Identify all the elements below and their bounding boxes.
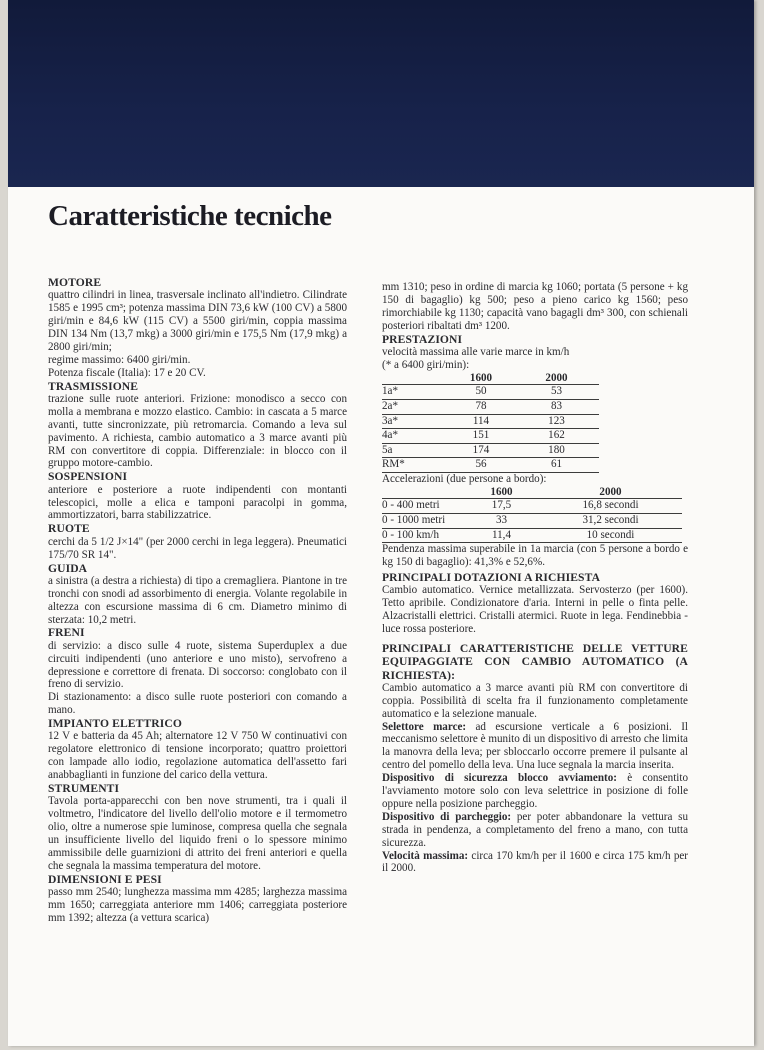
section-heading-motore: MOTORE — [48, 276, 102, 289]
accel-table-header-2000: 2000 — [599, 485, 622, 498]
accel-1600: 17,5 — [464, 499, 539, 514]
section-text-ruote: cerchi da 5 1/2 J×14" (per 2000 cerchi in lega leggera). Pneumatici 175/70 SR 14". — [48, 535, 347, 561]
right-column — [382, 281, 688, 875]
section-text-dimensioni: passo mm 2540; lunghezza massima mm 4285; larghezza massima mm 1650; carreggiata anteriore mm 1406; carreggiata posteriore mm 1392; altezza (a vettura scarica) — [48, 886, 347, 924]
table-row — [382, 513, 682, 528]
gear-label: 2a* — [382, 399, 448, 414]
section-text-impianto-elettrico: 12 V e batteria da 45 Ah; alternatore 12 V 750 W continuativi con regolatore elettronico di tensione incorporato; quattro proiettori con lampade allo iodio, regolazione automatica dell'assetto fari anabbaglianti in funzione del carico della vettura. — [48, 730, 347, 782]
section-text-motore-potenza: Potenza fiscale (Italia): 17 e 20 CV. — [48, 366, 206, 379]
section-heading-sospensioni: SOSPENSIONI — [48, 470, 128, 484]
section-text-freni: di servizio: a disco sulle 4 ruote, sistema Superduplex a due circuiti indipendenti (uno anteriore e uno misto), servofreno a depressione e correttore di frenata. Di soccorso: conglobato con il freno di servizio. — [48, 639, 347, 691]
speed-1600: 50 — [448, 385, 514, 400]
accel-2000: 10 secondi — [539, 528, 682, 543]
section-text-motore-regime: regime massimo: 6400 giri/min. — [48, 353, 191, 366]
section-heading-ruote: RUOTE — [48, 522, 90, 536]
prestazioni-note: (* a 6400 giri/min): — [382, 358, 470, 371]
sicurezza-label: Dispositivo di sicurezza blocco avviamento: — [382, 772, 617, 785]
section-heading-prestazioni: PRESTAZIONI — [382, 332, 463, 346]
speed-1600: 151 — [448, 429, 514, 444]
accel-table-header-1600: 1600 — [490, 485, 513, 498]
section-text-guida: a sinistra (a destra a richiesta) di tipo a cremagliera. Piantone in tre tronchi con snodi ad assorbimento di energia. Volante regolabile in altezza con escursione massima di 6 cm. Diametro minimo di sterzata: 10,2 metri. — [48, 574, 347, 626]
speed-2000: 180 — [514, 443, 599, 458]
section-text-sospensioni: anteriore e posteriore a ruote indipendenti con montanti telescopici, molle a elica e tamponi paracolpi in gomma, ammortizzatori, barra stabilizzatrice. — [48, 483, 347, 522]
table-row — [382, 528, 682, 543]
velocita-text: circa 170 km/h per il 1600 e circa 175 km/h per il 2000. — [382, 849, 688, 875]
speed-table-header-2000: 2000 — [545, 371, 568, 384]
speed-table — [382, 372, 599, 473]
section-heading-impianto-elettrico: IMPIANTO ELETTRICO — [48, 717, 182, 731]
speed-1600: 78 — [448, 399, 514, 414]
accel-label: 0 - 1000 metri — [382, 513, 464, 528]
table-row — [382, 458, 599, 473]
gear-label: RM* — [382, 458, 448, 473]
table-row — [382, 414, 599, 429]
accel-table — [382, 486, 682, 543]
table-row — [382, 399, 599, 414]
selettore-paragraph — [382, 721, 688, 773]
section-heading-trasmissione: TRASMISSIONE — [48, 379, 139, 393]
section-text-cambio-automatico: Cambio automatico a 3 marce avanti più RM con convertitore di coppia. Possibilità di scelta fra il funzionamento completamente automatico e la selezione manuale. — [382, 681, 688, 720]
section-heading-dotazioni: PRINCIPALI DOTAZIONI A RICHIESTA — [382, 570, 601, 584]
section-heading-cambio-automatico: PRINCIPALI CARATTERISTICHE DELLE VETTURE EQUIPAGGIATE CON CAMBIO AUTOMATICO (A RICHIESTA): — [382, 641, 688, 682]
selettore-label: Selettore marce: — [382, 720, 467, 733]
section-text-dotazioni: Cambio automatico. Vernice metallizzata. Servosterzo (per 1600). Tetto apribile. Condizionatore d'aria. Interni in pelle o finta pelle. Alzacristalli elettrici. Cristalli atermici. Ruote in lega. Fendinebbia - luce rossa posteriore. — [382, 584, 688, 635]
gear-label: 1a* — [382, 385, 448, 400]
sicurezza-text: è consentito l'avviamento motore solo con leva selettrice in posizione di folle oppure nella posizione parcheggio. — [382, 772, 688, 810]
accel-1600: 11,4 — [464, 528, 539, 543]
header-color-band — [8, 0, 754, 187]
table-row — [382, 429, 599, 444]
velocita-paragraph — [382, 850, 688, 876]
left-column — [48, 276, 347, 925]
section-text-dimensioni-cont: mm 1310; peso in ordine di marcia kg 1060; portata (5 persone + kg 150 di bagaglio) kg 500; peso a pieno carico kg 1560; peso rimorchiabile kg 1130; capacità vano bagagli dm³ 300, con schienali posteriori ribaltati dm³ 1200. — [382, 281, 688, 332]
accel-label: 0 - 400 metri — [382, 499, 464, 514]
section-heading-guida: GUIDA — [48, 561, 88, 575]
speed-1600: 56 — [448, 458, 514, 473]
gear-label: 3a* — [382, 414, 448, 429]
gear-label: 5a — [382, 443, 448, 458]
accel-2000: 31,2 secondi — [539, 513, 682, 528]
gear-label: 4a* — [382, 429, 448, 444]
parcheggio-text: per poter abbandonare la vettura su strada in pendenza, a completamento del freno a mano, con tutta sicurezza. — [382, 810, 688, 849]
speed-2000: 53 — [514, 385, 599, 400]
speed-1600: 174 — [448, 443, 514, 458]
parcheggio-paragraph — [382, 811, 688, 850]
table-row — [382, 385, 599, 400]
accel-1600: 33 — [464, 513, 539, 528]
section-heading-dimensioni: DIMENSIONI E PESI — [48, 872, 162, 886]
pendenza-text: Pendenza massima superabile in 1a marcia (con 5 persone a bordo e kg 150 di bagaglio): 41,3% e 52,6%. — [382, 543, 688, 569]
table-row — [382, 499, 682, 514]
speed-table-header-1600: 1600 — [469, 371, 493, 384]
accel-label: 0 - 100 km/h — [382, 528, 464, 543]
speed-2000: 123 — [514, 414, 599, 429]
section-text-motore: quattro cilindri in linea, trasversale inclinato all'indietro. Cilindrate 1585 e 1995 cm³; potenza massima DIN 73,6 kW (100 CV) a 5800 giri/min e 84,6 kW (115 CV) a 5500 giri/min, coppia massima DIN 134 Nm (13,7 mkg) a 3000 giri/min e 175,5 Nm (17,9 mkg) a 2800 giri/min; — [48, 289, 347, 353]
section-text-strumenti: Tavola porta-apparecchi con ben nove strumenti, tra i quali il voltmetro, l'indicatore del livello dell'olio motore e il termometro olio, oltre a numerose spie luminose, compresa quella che segnala un insufficiente livello del liquido freni o lo spessore minimo ammissibile delle guarnizioni di attrito dei freni anteriori e quella che segnala la massima temperatura del motore. — [48, 795, 347, 872]
sicurezza-paragraph — [382, 772, 688, 811]
speed-1600: 114 — [448, 414, 514, 429]
velocita-label: Velocità massima: — [382, 849, 469, 862]
accel-2000: 16,8 secondi — [539, 499, 682, 514]
section-text-freni-stazionamento: Di stazionamento: a disco sulle ruote posteriori con comando a mano. — [48, 691, 347, 717]
parcheggio-label: Dispositivo di parcheggio: — [382, 810, 512, 823]
section-heading-freni: FRENI — [48, 626, 85, 640]
accel-title: Accelerazioni (due persone a bordo): — [382, 472, 547, 485]
speed-2000: 61 — [514, 458, 599, 473]
speed-2000: 83 — [514, 399, 599, 414]
speed-2000: 162 — [514, 429, 599, 444]
table-row — [382, 443, 599, 458]
section-heading-strumenti: STRUMENTI — [48, 782, 120, 796]
selettore-text: ad escursione verticale a 6 posizioni. Il meccanismo selettore è munito di un dispositivo di arresto che limita la manovra della leva; per sbloccarlo occorre premere il pulsante al centro del pomello della leva. Una luce segnala la marcia inserita. — [382, 720, 688, 772]
section-text-trasmissione: trazione sulle ruote anteriori. Frizione: monodisco a secco con molla a membrana e mozzo elastico. Cambio: in cascata a 5 marce avanti, tutte sincronizzate, più retromarcia. Comando a leva sul pavimento. A richiesta, cambio automatico a 3 marce avanti più RM con convertitore di coppia. Differenziale: in blocco con il gruppo motore-cambio. — [48, 392, 347, 470]
page-title: Caratteristiche tecniche — [48, 200, 332, 232]
prestazioni-intro: velocità massima alle varie marce in km/h — [382, 345, 570, 358]
